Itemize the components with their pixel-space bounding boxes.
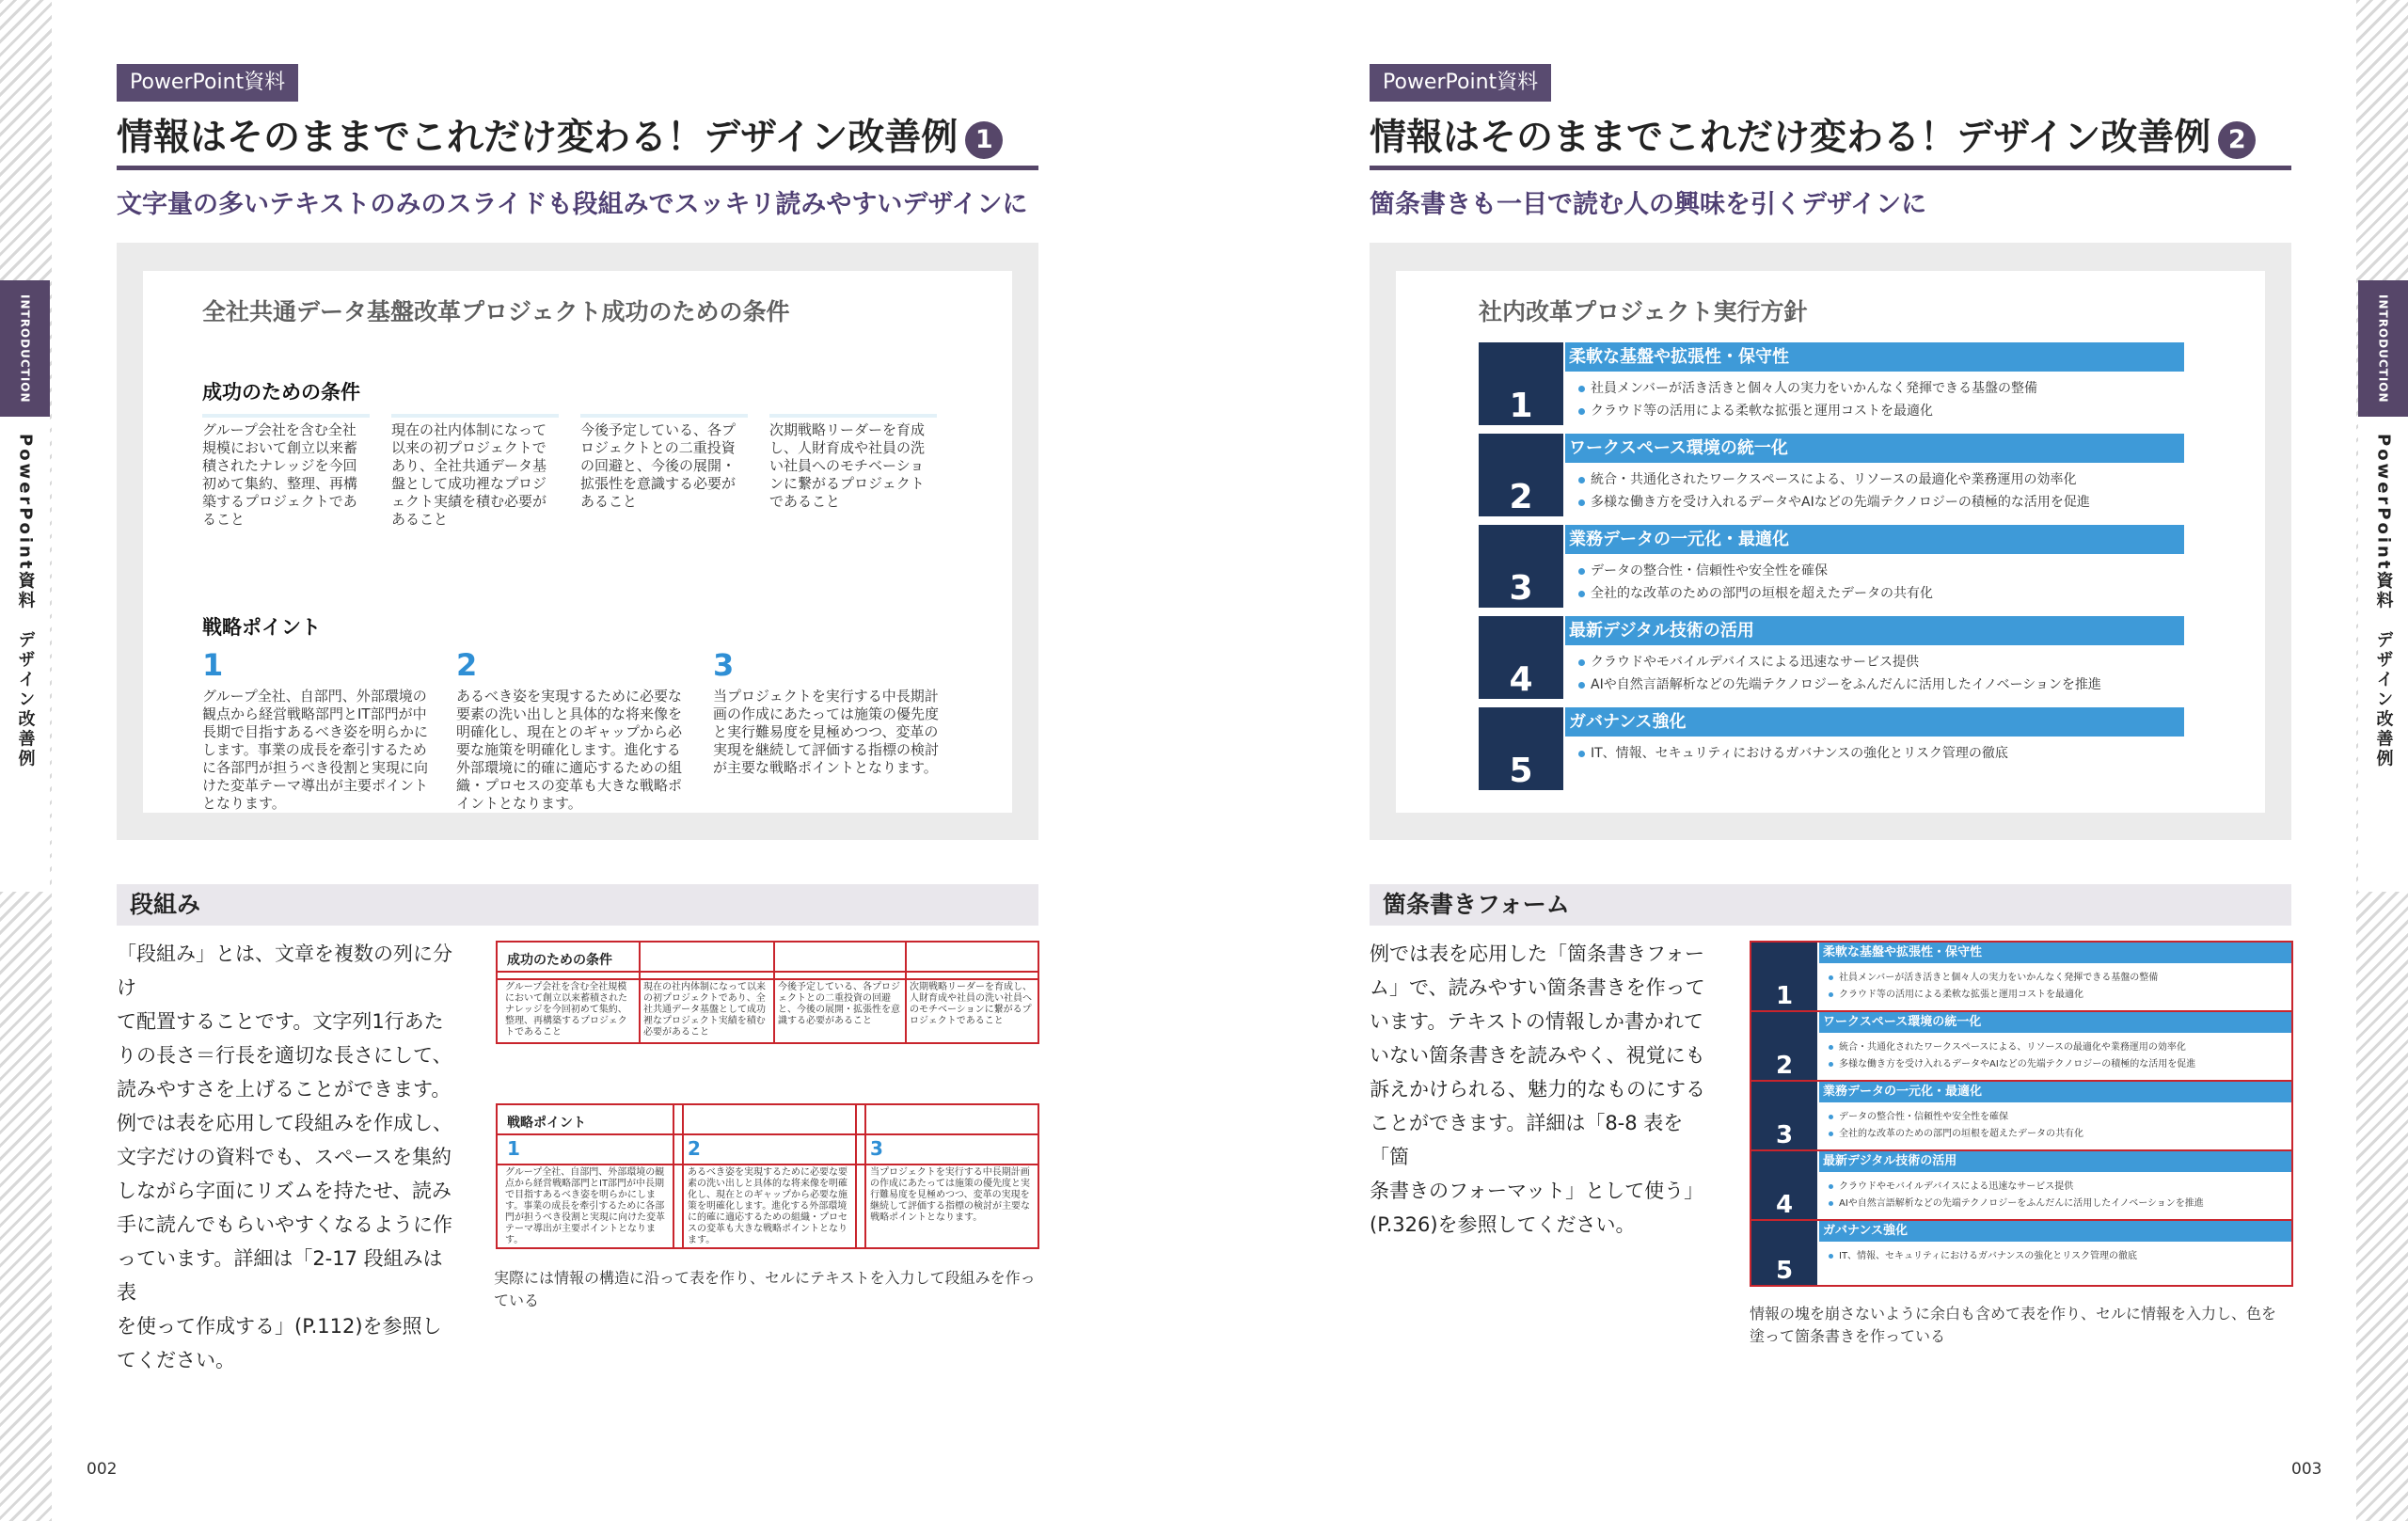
list-item — [1479, 707, 2184, 790]
table-line — [864, 1105, 866, 1247]
item-bullet: クラウド等の活用による柔軟な拡張と運用コストを最適化 — [1829, 986, 2083, 1000]
slide-frame — [117, 243, 1038, 840]
point-text: あるべき姿を実現するために必要な要素の洗い出しと具体的な将来像を明確化し、現在とのギャップから必要な施策を明確化します。進化する外部環境に的確に適応するための組織・プロセスの変革も大きな戦略ポイントとなります。 — [456, 688, 683, 812]
body-line: います。テキストの情報しか書かれて — [1370, 1010, 1703, 1033]
body-line: 条書きのフォーマット」として使う」 — [1370, 1180, 1704, 1202]
item-bullet: 多様な働き方を受け入れるデータやAIなどの先端テクノロジーの積極的な活用を促進 — [1578, 492, 2090, 511]
item-heading: 業務データの一元化・最適化 — [1819, 1082, 2291, 1102]
slide-image — [143, 271, 1012, 813]
table-cell: グループ会社を含む全社規模において創立以来蓄積されたナレッジを今回初めて集約、整理、再構築するプロジェクトであること — [505, 982, 627, 1038]
item-bullet: 多様な働き方を受け入れるデータやAIなどの先端テクノロジーの積極的な活用を促進 — [1829, 1055, 2195, 1069]
table-line — [682, 1105, 684, 1247]
point-number: 2 — [456, 647, 478, 683]
page-subtitle: 文字量の多いテキストのみのスライドも段組みでスッキリ読みやすいデザインに — [117, 190, 1028, 219]
item-bullet: クラウド等の活用による柔軟な拡張と運用コストを最適化 — [1578, 401, 1933, 420]
list-item — [1479, 342, 2184, 425]
point-number: 1 — [202, 647, 224, 683]
item-bullet: IT、情報、セキュリティにおけるガバナンスの強化とリスク管理の徹底 — [1829, 1247, 2137, 1261]
body-line: てください。 — [117, 1349, 235, 1371]
item-bullet: AIや自然言語解析などの先端テクノロジーをふんだんに活用したイノベーションを推進 — [1578, 674, 2101, 693]
item-heading: 柔軟な基盤や拡張性・保守性 — [1819, 943, 2291, 963]
item-heading: 最新デジタル技術の活用 — [1819, 1151, 2291, 1172]
list-item — [1751, 1012, 2291, 1080]
item-number: 5 — [1751, 1221, 1817, 1285]
table-heading: 成功のための条件 — [507, 953, 612, 968]
page-title — [1370, 111, 2291, 170]
item-bullet: 全社的な改革のための部門の垣根を超えたデータの共有化 — [1578, 583, 1933, 602]
point-text: 当プロジェクトを実行する中長期計画の作成にあたっては施策の優先度と実行難易度を見極めつつ、変革の実現を継続して評価する指標の検討が主要な戦略ポイントとなります。 — [713, 688, 940, 776]
figure-caption — [1750, 1303, 2295, 1348]
slide-title: 全社共通データ基盤改革プロジェクト成功のための条件 — [202, 298, 790, 325]
title-number-badge: 1 — [965, 121, 1003, 159]
section-title: 段組み — [117, 884, 1038, 926]
item-number: 5 — [1479, 707, 1563, 790]
body-line: ことができます。詳細は「8-8 表を「箇 — [1370, 1112, 1684, 1168]
list-item — [1479, 434, 2184, 516]
table-line — [498, 971, 1038, 973]
tab-label: INTRODUCTION — [2376, 293, 2390, 404]
page-title-text: 情報はそのままでこれだけ変わる！デザイン改善例 — [117, 117, 958, 159]
body-line: いない箇条書きを読みやく、視覚にも — [1370, 1044, 1705, 1067]
body-line: 手に読んでもらいやすくなるように作 — [117, 1213, 452, 1236]
table-line — [498, 978, 1038, 980]
item-heading: 最新デジタル技術の活用 — [1565, 616, 2184, 645]
slide-column: 現在の社内体制になって以来の初プロジェクトであり、全社共通データ基盤として成功裡なプロジェクト実績を積む必要があること — [391, 414, 559, 529]
item-number: 1 — [1751, 943, 1817, 1010]
list-item — [1751, 1221, 2291, 1285]
item-number: 4 — [1751, 1151, 1817, 1219]
side-text: PowerPoint資料 デザイン改善例 — [15, 434, 36, 769]
body-line: 例では表を応用して段組みを作成し、 — [117, 1112, 452, 1134]
table-cell: あるべき姿を実現するために必要な要素の洗い出しと具体的な将来像を明確化し、現在とのギャップから必要な施策を明確化します。進化する外部環境に的確に適応するための組織・プロセスの変革も大きな戦略ポイントとなります。 — [688, 1167, 848, 1245]
body-line: 「段組み」とは、文章を複数の列に分け — [117, 943, 452, 999]
slide-column: 今後予定している、各プロジェクトとの二重投資の回避と、今後の展開・拡張性を意識する必要があること — [580, 414, 748, 511]
body-line: しながら字面にリズムを持たせ、読み — [117, 1180, 452, 1202]
item-bullet: 全社的な改革のための部門の垣根を超えたデータの共有化 — [1829, 1125, 2083, 1139]
list-item — [1479, 525, 2184, 608]
item-bullet: データの整合性・信頼性や安全性を確保 — [1578, 561, 1828, 579]
body-line: 訴えかけられる、魅力的なものにする — [1370, 1078, 1705, 1101]
table-number: 1 — [507, 1137, 520, 1160]
item-bullet: 社員メンバーが活き活きと個々人の実力をいかんなく発揮できる基盤の整備 — [1578, 378, 2037, 397]
table-diagram-points — [496, 1103, 1039, 1249]
body-text — [1370, 937, 1708, 1242]
slide-title: 社内改革プロジェクト実行方針 — [1479, 298, 1808, 325]
table-number: 2 — [688, 1137, 701, 1160]
table-number: 3 — [870, 1137, 883, 1160]
slide-column: 次期戦略リーダーを育成し、人財育成や社員の洗い社員へのモチベーションに繋がるプロジェクトであること — [769, 414, 937, 511]
table-line — [639, 943, 641, 1042]
table-line — [905, 943, 907, 1042]
page-subtitle: 箇条書きも一目で読む人の興味を引くデザインに — [1370, 190, 1927, 219]
item-bullet: データの整合性・信頼性や安全性を確保 — [1829, 1108, 2008, 1122]
table-line — [673, 1105, 674, 1247]
table-line — [773, 943, 775, 1042]
page-title — [117, 111, 1038, 170]
introduction-tab — [2358, 280, 2408, 417]
caption-line: 実際には情報の構造に沿って表を作り、セルにテキストを入力して段組みを作っ — [494, 1269, 1036, 1287]
table-cell: 次期戦略リーダーを育成し、人財育成や社員の洗い社員へのモチベーションに繋がるプロジェクトであること — [910, 982, 1032, 1026]
body-line: を使って作成する」(P.112)を参照し — [117, 1315, 442, 1338]
item-heading: 業務データの一元化・最適化 — [1565, 525, 2184, 554]
tab-label: INTRODUCTION — [18, 293, 32, 404]
item-number: 3 — [1751, 1082, 1817, 1149]
item-heading: ガバナンス強化 — [1565, 707, 2184, 737]
slide-frame — [1370, 243, 2291, 840]
body-line: っています。詳細は「2-17 段組みは表 — [117, 1247, 443, 1304]
title-number-badge: 2 — [2218, 121, 2256, 159]
category-tag: PowerPoint資料 — [1370, 64, 1551, 102]
item-number: 2 — [1479, 434, 1563, 516]
category-tag: PowerPoint資料 — [117, 64, 298, 102]
table-diagram-columns — [496, 941, 1039, 1044]
item-bullet: AIや自然言語解析などの先端テクノロジーをふんだんに活用したイノベーションを推進 — [1829, 1195, 2204, 1209]
caption-line: 情報の塊を崩さないように余白も含めて表を作り、セルに情報を入力し、色を — [1750, 1305, 2277, 1323]
body-line: ム」で、読みやすい箇条書きを作って — [1370, 976, 1705, 999]
slide-section-heading: 戦略ポイント — [202, 616, 321, 639]
page-number: 003 — [2291, 1460, 2322, 1479]
body-line: 例では表を応用した「箇条書きフォー — [1370, 943, 1704, 965]
item-bullet: クラウドやモバイルデバイスによる迅速なサービス提供 — [1578, 652, 1919, 671]
body-line: て配置することです。文字列1行あた — [117, 1010, 444, 1033]
item-number: 2 — [1751, 1012, 1817, 1080]
table-line — [498, 1164, 1038, 1165]
table-line — [855, 1105, 857, 1247]
item-bullet: 統合・共通化されたワークスペースによる、リソースの最適化や業務運用の効率化 — [1578, 469, 2076, 488]
body-line: (P.326)を参照してください。 — [1370, 1213, 1636, 1236]
item-heading: ガバナンス強化 — [1819, 1221, 2291, 1242]
table-line — [498, 1133, 1038, 1135]
table-cell: グループ全社、自部門、外部環境の観点から経営戦略部門とIT部門が中長期で目指すあるべき姿を明らかにします。事業の成長を牽引するために各部門が担うべき役割と実現に向けた変革テーマ導出が主要ポイントとなります。 — [505, 1167, 665, 1245]
item-heading: ワークスペース環境の統一化 — [1819, 1012, 2291, 1033]
page-title-text: 情報はそのままでこれだけ変わる！デザイン改善例 — [1370, 117, 2211, 159]
item-number: 4 — [1479, 616, 1563, 699]
body-line: りの長さ＝行長を適切な長さにして、 — [117, 1044, 452, 1067]
item-number: 3 — [1479, 525, 1563, 608]
body-line: 文字だけの資料でも、スペースを集約 — [117, 1146, 452, 1168]
list-item — [1479, 616, 2184, 699]
slide-image — [1396, 271, 2265, 813]
caption-line: 塗って箇条書きを作っている — [1750, 1327, 1946, 1345]
list-item — [1751, 1082, 2291, 1149]
item-bullet: IT、情報、セキュリティにおけるガバナンスの強化とリスク管理の徹底 — [1578, 743, 2008, 762]
table-diagram-bullets — [1750, 941, 2293, 1287]
side-text: PowerPoint資料 デザイン改善例 — [2373, 434, 2394, 769]
item-bullet: クラウドやモバイルデバイスによる迅速なサービス提供 — [1829, 1178, 2073, 1192]
table-heading: 戦略ポイント — [507, 1116, 586, 1131]
list-item — [1751, 943, 2291, 1010]
slide-section-heading: 成功のための条件 — [202, 381, 360, 404]
point-number: 3 — [713, 647, 735, 683]
caption-line: ている — [494, 1291, 540, 1309]
table-cell: 現在の社内体制になって以来の初プロジェクトであり、全社共通データ基盤として成功裡なプロジェクト実績を積む必要があること — [643, 982, 766, 1038]
right-side-tab — [2358, 280, 2408, 892]
item-heading: ワークスペース環境の統一化 — [1565, 434, 2184, 463]
item-bullet: 社員メンバーが活き活きと個々人の実力をいかんなく発揮できる基盤の整備 — [1829, 969, 2158, 983]
item-number: 1 — [1479, 342, 1563, 425]
figure-caption — [494, 1267, 1049, 1312]
body-text — [117, 937, 455, 1377]
item-bullet: 統合・共通化されたワークスペースによる、リソースの最適化や業務運用の効率化 — [1829, 1038, 2186, 1053]
table-cell: 当プロジェクトを実行する中長期計画の作成にあたっては施策の優先度と実行難易度を見極めつつ、変革の実現を継続して評価する指標の検討が主要な戦略ポイントとなります。 — [870, 1167, 1030, 1223]
page-number: 002 — [87, 1460, 118, 1479]
item-heading: 柔軟な基盤や拡張性・保守性 — [1565, 342, 2184, 372]
table-cell: 今後予定している、各プロジェクトとの二重投資の回避と、今後の展開・拡張性を意識する必要があること — [778, 982, 900, 1026]
list-item — [1751, 1151, 2291, 1219]
slide-column: グループ会社を含む全社規模において創立以来蓄積されたナレッジを今回初めて集約、整理、再構築するプロジェクトであること — [202, 414, 370, 529]
body-line: 読みやすさを上げることができます。 — [117, 1078, 452, 1101]
section-title: 箇条書きフォーム — [1370, 884, 2291, 926]
left-side-tab — [0, 280, 50, 892]
point-text: グループ全社、自部門、外部環境の観点から経営戦略部門とIT部門が中長期で目指すあるべき姿を明らかにします。事業の成長を牽引するために各部門が担うべき役割と実現に向けた変革テーマ導出が主要ポイントとなります。 — [202, 688, 429, 812]
introduction-tab — [0, 280, 50, 417]
